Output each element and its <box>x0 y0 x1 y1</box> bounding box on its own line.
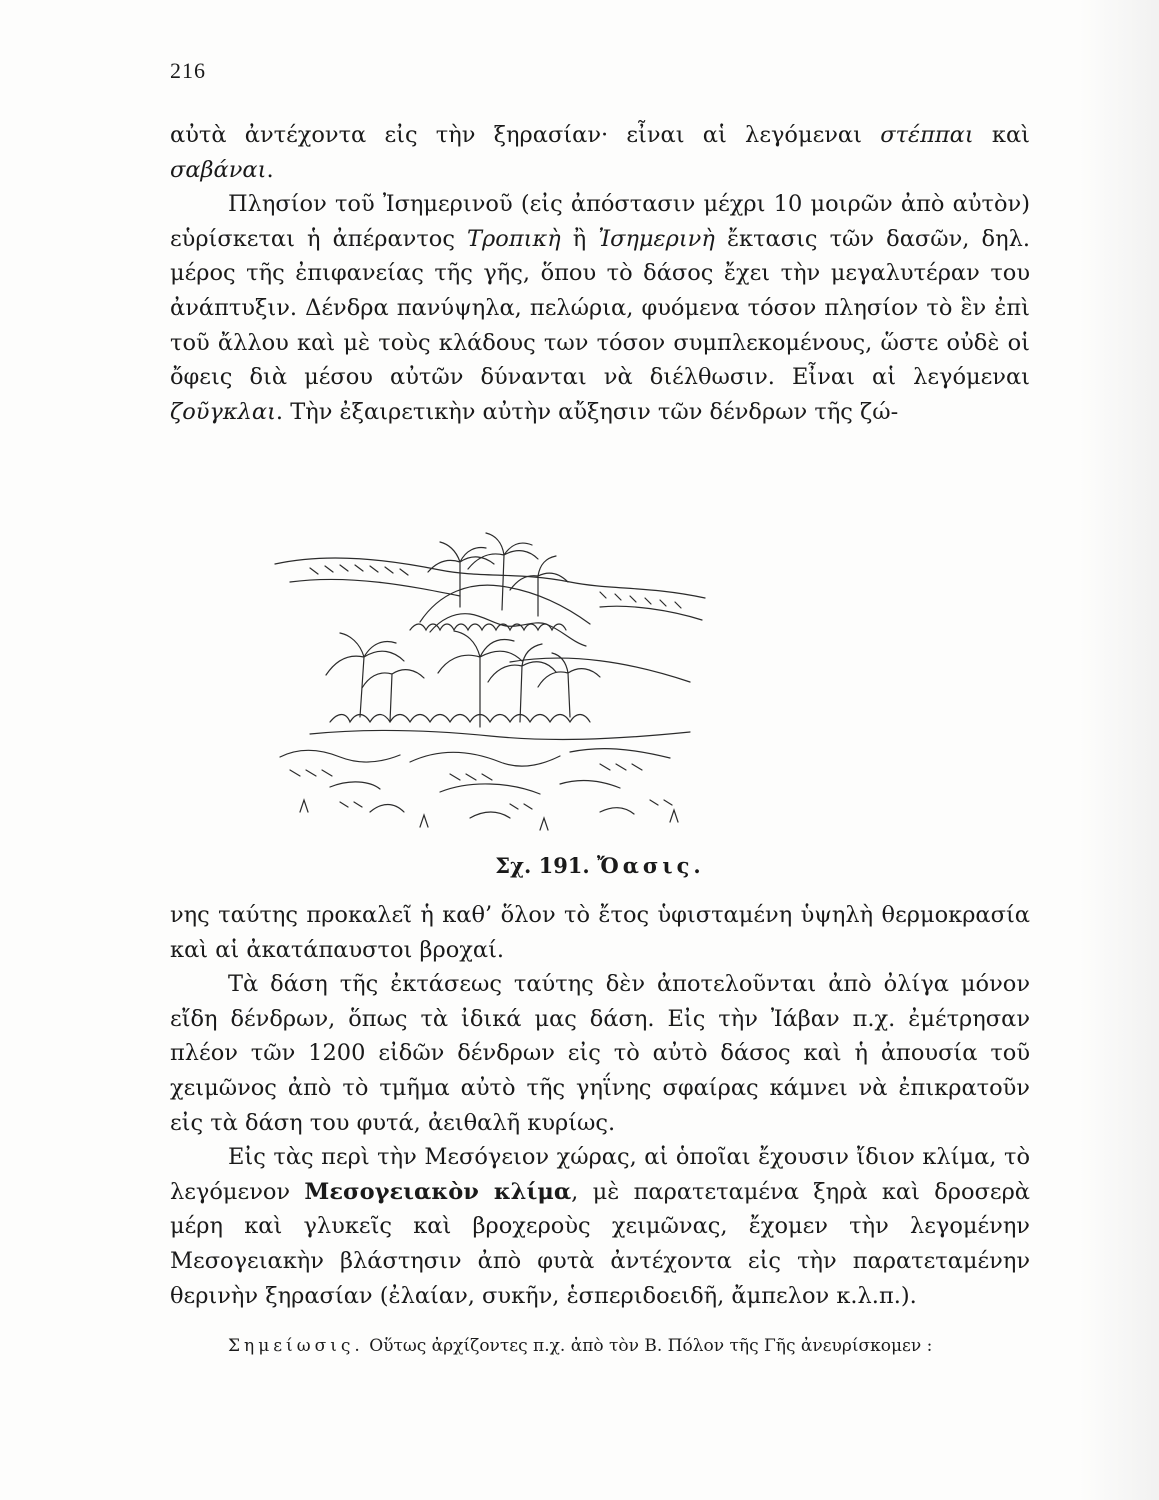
text-block-top <box>170 118 1030 429</box>
oasis-illustration <box>270 512 710 842</box>
text-run: καὶ <box>973 122 1030 148</box>
figure-title: Ὄασις. <box>597 853 705 878</box>
page-number: 216 <box>170 58 206 83</box>
paragraph <box>170 118 1030 187</box>
text-run: νης ταύτης προκαλεῖ ἡ καθ’ ὅλον τὸ ἔτος ὑφισταμένη ὑψηλὴ θερμοκρασία καὶ αἱ ἀκατάπαυστοι βροχαί. <box>170 902 1030 963</box>
figure-number: Σχ. 191. <box>495 853 590 878</box>
text-run: αὐτὰ ἀντέχοντα εἰς τὴν ξηρασίαν· εἶναι αἱ λεγόμεναι <box>170 122 881 148</box>
text-run: . <box>266 156 274 183</box>
italic-term: σαβάναι <box>170 156 267 183</box>
note-label: Σημείωσις. <box>228 1336 364 1356</box>
paragraph <box>170 898 1030 967</box>
text-run: ἔκτασις τῶν δασῶν, δηλ. μέρος τῆς ἐπιφανείας τῆς γῆς, ὅπου τὸ δάσος ἔχει τὴν μεγαλυτέραν του ἀνάπτυξιν. Δένδρα πανύψηλα, πελώρια, φυόμενα τόσον πλησίον τὸ ἓν ἐπὶ τοῦ ἄλλου καὶ μὲ τοὺς κλάδους των τόσον συμπλεκομένους, ὥστε οὐδὲ οἱ ὄφεις διὰ μέσου αὐτῶν δύνανται νὰ διέλθωσιν. Εἶναι αἱ λεγόμεναι <box>170 225 1030 391</box>
text-run: Τὰ δάση τῆς ἐκτάσεως ταύτης δὲν ἀποτελοῦνται ἀπὸ ὀλίγα μόνον εἴδη δένδρων, ὅπως τὰ ἰδικά μας δάση. Εἰς τὴν Ἰάβαν π.χ. ἐμέτρησαν πλέον τῶν 1200 εἰδῶν δένδρων εἰς τὸ αὐτὸ δάσος καὶ ἡ ἀπουσία τοῦ χειμῶνος ἀπὸ τὸ τμῆμα αὐτὸ τῆς γηΐνης σφαίρας κάμνει νὰ ἐπικρατοῦν εἰς τὰ δάση του φυτά, ἀειθαλῆ κυρίως. <box>170 971 1030 1136</box>
italic-term: Τροπικὴ <box>467 225 561 252</box>
text-run: , μὲ παρατεταμένα ξηρὰ καὶ δροσερὰ μέρη καὶ γλυκεῖς καὶ βροχεροὺς χειμῶνας, ἔχομεν τὴν λεγομένην Μεσογειακὴν βλάστησιν ἀπὸ φυτὰ ἀντέχοντα εἰς τὴν παρατεταμένην θερινὴν ξηρασίαν (ἐλαίαν, συκῆν, ἑσπεριδοειδῆ, ἄμπελον κ.λ.π.). <box>170 1178 1031 1309</box>
text-run: . Τὴν ἐξαιρετικὴν αὐτὴν αὔξησιν τῶν δένδρων τῆς ζώ- <box>275 398 899 425</box>
text-block-bottom <box>170 898 1030 1313</box>
oasis-drawing <box>270 512 710 842</box>
italic-term: στέππαι <box>880 122 974 148</box>
footnote <box>170 1332 1030 1360</box>
figure-caption <box>170 853 1030 878</box>
italic-term: ζοῦγκλαι <box>170 398 276 425</box>
italic-term: Ἰσημερινὴ <box>598 225 715 252</box>
bold-term: Μεσογειακὸν κλίμα <box>304 1178 572 1205</box>
paragraph <box>170 187 1030 429</box>
text-run: Εἰς τὰς περὶ τὴν Μεσόγειον χώρας, αἱ ὁποῖαι ἔχουσιν ἴδιον κλίμα, τὸ λεγόμενον <box>170 1144 1030 1205</box>
note-text: Οὕτως ἀρχίζοντες π.χ. ἀπὸ τὸν Β. Πόλον τῆς Γῆς ἀνευρίσκομεν : <box>363 1336 933 1356</box>
binding-shadow <box>1079 0 1159 1500</box>
text-run: ἢ <box>560 225 599 252</box>
paragraph <box>170 1140 1030 1313</box>
paragraph <box>170 967 1030 1140</box>
text-run: Πλησίον τοῦ Ἰσημερινοῦ (εἰς ἀπόστασιν μέχρι 10 μοιρῶν ἀπὸ αὐτὸν) εὑρίσκεται ἡ ἀπέραντος <box>170 191 1030 252</box>
